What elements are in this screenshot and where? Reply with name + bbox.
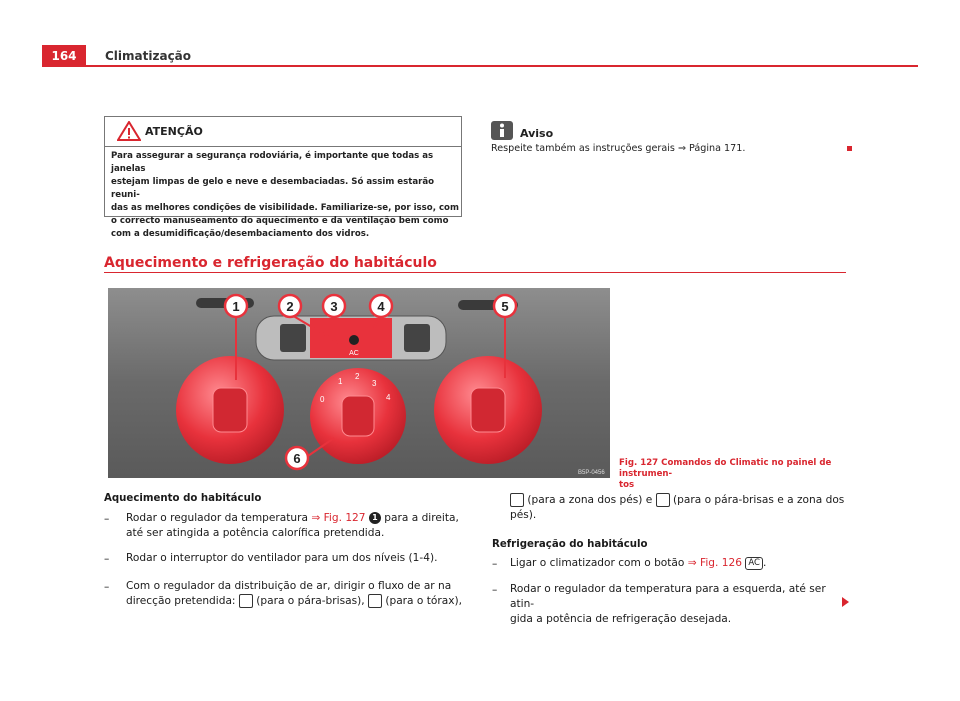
info-icon <box>491 121 513 140</box>
list-item: Rodar o interruptor do ventilador para um dos níveis (1-4). <box>126 552 438 564</box>
list-dash: – <box>104 553 110 565</box>
list-dash: – <box>104 513 110 525</box>
heading-rule <box>104 272 846 273</box>
continued-text: (para a zona dos pés) e (para o pára-brisas e a zona dos pés). <box>510 494 845 521</box>
section-heading: Aquecimento e refrigeração do habitáculo <box>104 255 437 271</box>
ac-key-badge: AC <box>745 557 763 570</box>
right-seat-heat-switch <box>404 324 430 352</box>
figure-reference-link[interactable]: ⇒ Fig. 127 <box>311 512 366 524</box>
warning-triangle-icon <box>117 121 141 141</box>
fan-level-3: 3 <box>372 379 377 388</box>
list-dash: – <box>492 584 498 596</box>
callout-1-label: 1 <box>232 299 240 314</box>
note-text: Respeite também as instruções gerais ⇒ Página 171. <box>491 143 746 154</box>
warning-text <box>111 150 459 241</box>
ac-label: AC <box>349 350 359 357</box>
fan-knob-grip <box>342 396 374 436</box>
windscreen-footwell-vent-icon <box>656 493 670 507</box>
caption-line: tos <box>619 480 635 490</box>
ac-button <box>349 335 359 345</box>
callout-4-label: 4 <box>377 299 385 314</box>
list-item: Rodar o regulador da temperatura para a esquerda, até ser atin- gida a potência de refrigeração desejada. <box>510 583 826 625</box>
chest-vent-icon <box>368 594 382 608</box>
callout-badge: 1 <box>369 512 381 524</box>
section-title: Climatização <box>105 49 192 63</box>
list-item: Ligar o climatizador com o botão ⇒ Fig. 126 AC . <box>510 557 767 569</box>
footwell-vent-icon <box>510 493 524 507</box>
fan-level-1: 1 <box>338 377 343 386</box>
figure-reference-link[interactable]: ⇒ Fig. 126 <box>687 557 742 569</box>
subheading-cooling: Refrigeração do habitáculo <box>492 539 648 550</box>
callout-6-label: 6 <box>293 451 301 466</box>
left-seat-heat-switch <box>280 324 306 352</box>
figure-caption <box>619 458 849 491</box>
page-number: 164 <box>42 45 86 67</box>
fan-level-0: 0 <box>320 395 325 404</box>
warning-header <box>105 117 461 147</box>
climatic-controls-figure <box>108 288 610 478</box>
fan-level-4: 4 <box>386 393 391 402</box>
list-item: Com o regulador da distribuição de ar, dirigir o fluxo de ar na direcção pretendida: (para o pára-brisas), (para o tórax), <box>126 580 463 607</box>
warning-box <box>104 116 462 239</box>
caption-line: Fig. 127 Comandos do Climatic no painel de instrumen- <box>619 458 832 479</box>
list-item: Rodar o regulador da temperatura ⇒ Fig. 127 1 para a direita, até ser atingida a potência calorífica pretendida. <box>126 512 459 539</box>
warning-line: com a desumidificação/desembaciamento dos vidros. <box>111 229 370 239</box>
warning-line: o correcto manuseamento do aquecimento e da ventilação bem como <box>111 216 449 226</box>
distribution-knob-grip <box>471 388 505 432</box>
warning-title: ATENÇÃO <box>145 125 203 138</box>
windscreen-vent-icon <box>239 594 253 608</box>
temperature-knob-grip <box>213 388 247 432</box>
callout-5-label: 5 <box>501 299 509 314</box>
subheading-heating: Aquecimento do habitáculo <box>104 493 262 504</box>
end-marker-icon <box>847 146 852 151</box>
warning-line: das as melhores condições de visibilidade. Familiarize-se, por isso, com <box>111 203 459 213</box>
fan-level-2: 2 <box>355 372 360 381</box>
header-rule <box>86 65 918 67</box>
list-dash: – <box>492 558 498 570</box>
continue-arrow-icon <box>842 597 849 607</box>
warning-line: estejam limpas de gelo e neve e desembaciadas. Só assim estarão reuni- <box>111 177 435 200</box>
callout-2-label: 2 <box>286 299 294 314</box>
figure-code: B5P-0456 <box>578 470 605 476</box>
note-title: Aviso <box>520 127 554 140</box>
warning-line: Para assegurar a segurança rodoviária, é importante que todas as janelas <box>111 151 434 174</box>
callout-3-label: 3 <box>330 299 338 314</box>
list-dash: – <box>104 581 110 593</box>
